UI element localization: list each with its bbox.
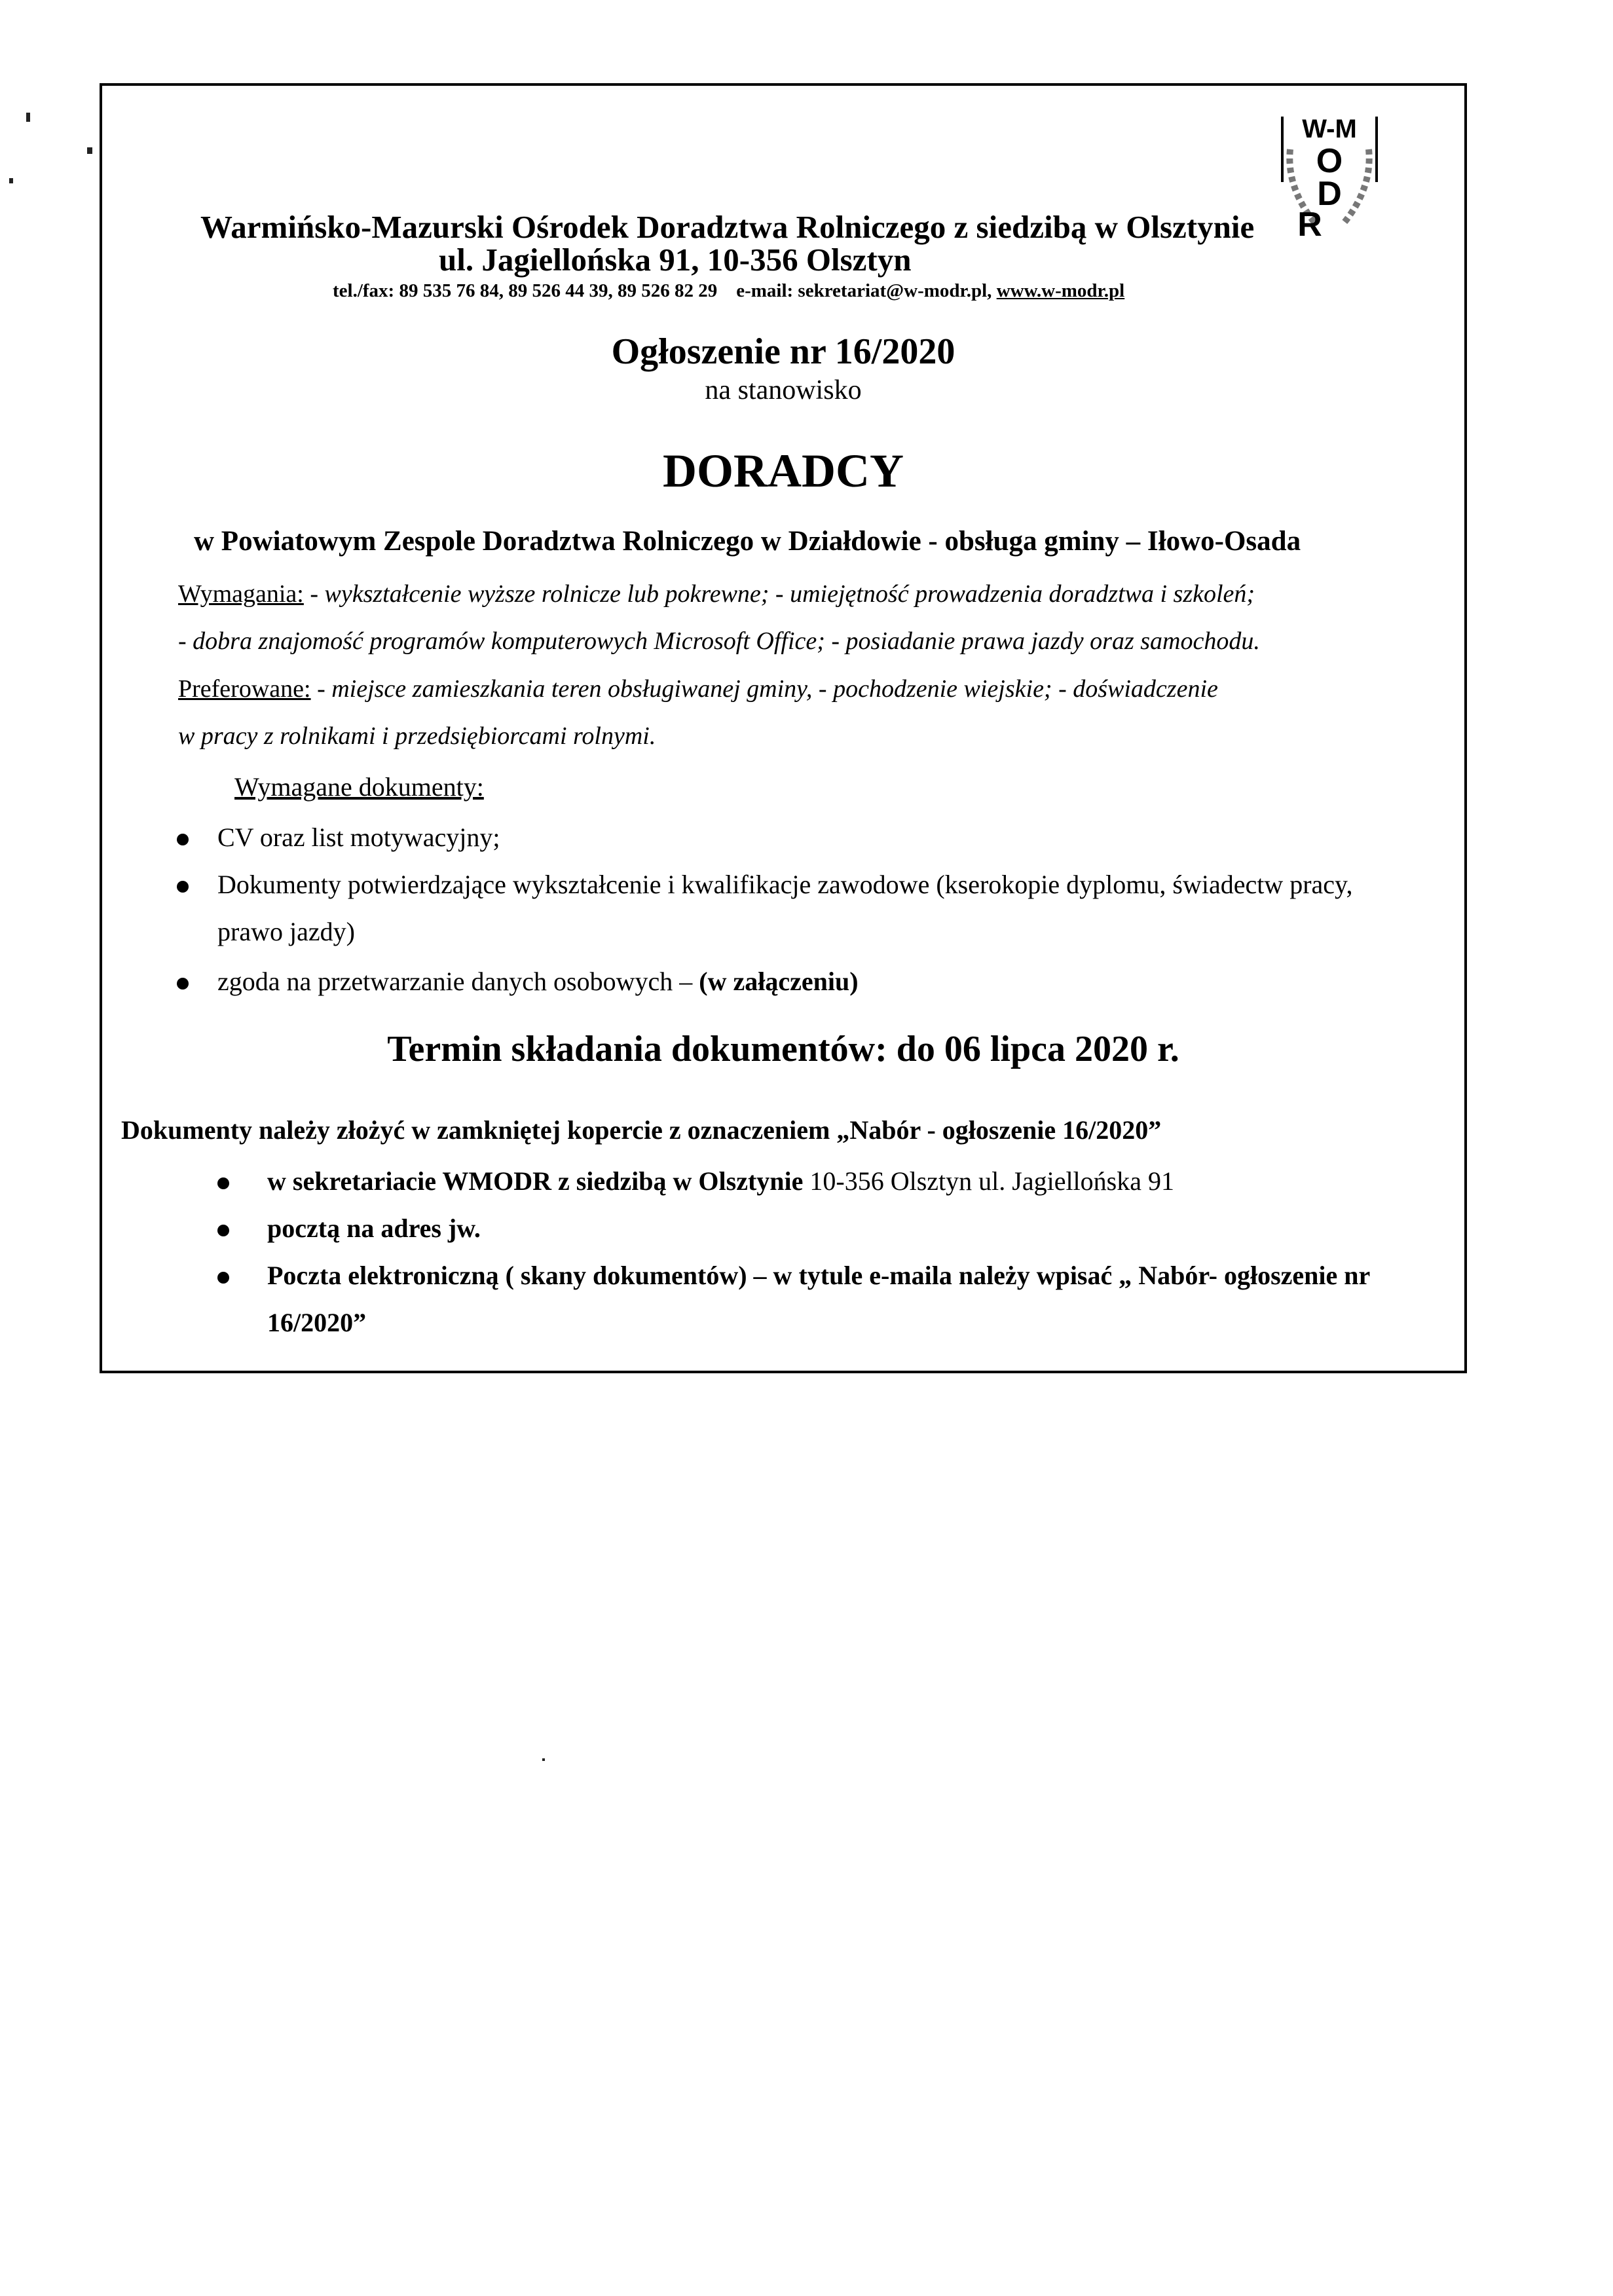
scan-artifact	[26, 113, 30, 122]
document-item-cv: CV oraz list motywacyjny;	[217, 823, 500, 852]
contact-website-link[interactable]: www.w-modr.pl	[996, 280, 1125, 301]
preferred-label: Preferowane:	[178, 675, 311, 703]
scan-artifact	[542, 1758, 545, 1761]
documents-heading: Wymagane dokumenty:	[234, 772, 484, 802]
logo-letter-d: D	[1317, 175, 1342, 213]
requirements-line-2: - dobra znajomość programów komputerowych Microsoft Office; - posiadanie prawa jazdy oraz samochodu.	[178, 627, 1260, 655]
position-location: w Powiatowym Zespole Doradztwa Rolniczego w Działdowie - obsługa gminy – Iłowo-Osada	[194, 526, 1301, 557]
requirements-label: Wymagania:	[178, 580, 304, 608]
document-item-qualifications-cont: prawo jazdy)	[217, 917, 355, 946]
logo-top-text: W-M	[1302, 115, 1357, 143]
announcement-subtitle: na stanowisko	[705, 375, 862, 405]
announcement-title: Ogłoszenie nr 16/2020	[611, 331, 955, 372]
preferred-line-2: w pracy z rolnikami i przedsiębiorcami rolnymi.	[178, 722, 656, 750]
wmodr-logo	[1277, 110, 1382, 241]
consent-attachment: (w załączeniu)	[699, 967, 859, 996]
contact-line	[333, 280, 1124, 302]
submission-item-office	[267, 1166, 1174, 1196]
bullet-icon	[217, 1272, 229, 1284]
submission-intro: Dokumenty należy złożyć w zamkniętej kopercie z oznaczeniem „Nabór - ogłoszenie 16/2020”	[121, 1115, 1162, 1145]
consent-text: zgoda na przetwarzanie danych osobowych –	[217, 967, 699, 996]
contact-phone: tel./fax: 89 535 76 84, 89 526 44 39, 89 526 82 29	[333, 280, 718, 301]
submission-office-address: 10-356 Olsztyn ul. Jagiellońska 91	[803, 1166, 1174, 1196]
logo-letter-o: O	[1316, 142, 1343, 180]
submission-item-email-cont: 16/2020”	[267, 1308, 367, 1337]
preferred-text-1: - miejsce zamieszkania teren obsługiwanej gminy, - pochodzenie wiejskie; - doświadczenie	[310, 675, 1218, 703]
document-item-consent	[217, 966, 859, 997]
submission-office-bold: w sekretariacie WMODR z siedzibą w Olsztynie	[267, 1166, 804, 1196]
preferred-line-1	[178, 675, 1218, 703]
submission-item-email: Poczta elektroniczną ( skany dokumentów) – w tytule e-maila należy wpisać „ Nabór- ogłoszenie nr	[267, 1261, 1371, 1290]
requirements-text-1: - wykształcenie wyższe rolnicze lub pokrewne; - umiejętność prowadzenia doradztwa i szkoleń;	[303, 580, 1255, 608]
position-name: DORADCY	[663, 445, 904, 497]
document-item-qualifications: Dokumenty potwierdzające wykształcenie i kwalifikacje zawodowe (kserokopie dyplomu, świadectw pracy,	[217, 870, 1353, 899]
requirements-line-1	[178, 580, 1255, 608]
org-name: Warmińsko-Mazurski Ośrodek Doradztwa Rolniczego z siedzibą w Olsztynie	[200, 209, 1255, 245]
scan-artifact	[9, 178, 13, 183]
bullet-icon	[177, 834, 189, 845]
submission-item-post: pocztą na adres jw.	[267, 1213, 481, 1243]
contact-email: e-mail: sekretariat@w-modr.pl,	[736, 280, 992, 301]
scan-artifact	[87, 147, 92, 154]
bullet-icon	[217, 1225, 229, 1236]
logo-letter-r: R	[1297, 206, 1322, 241]
bullet-icon	[177, 978, 189, 990]
org-address: ul. Jagiellońska 91, 10-356 Olsztyn	[439, 242, 912, 278]
bullet-icon	[217, 1177, 229, 1189]
bullet-icon	[177, 881, 189, 893]
deadline: Termin składania dokumentów: do 06 lipca 2020 r.	[387, 1029, 1179, 1069]
